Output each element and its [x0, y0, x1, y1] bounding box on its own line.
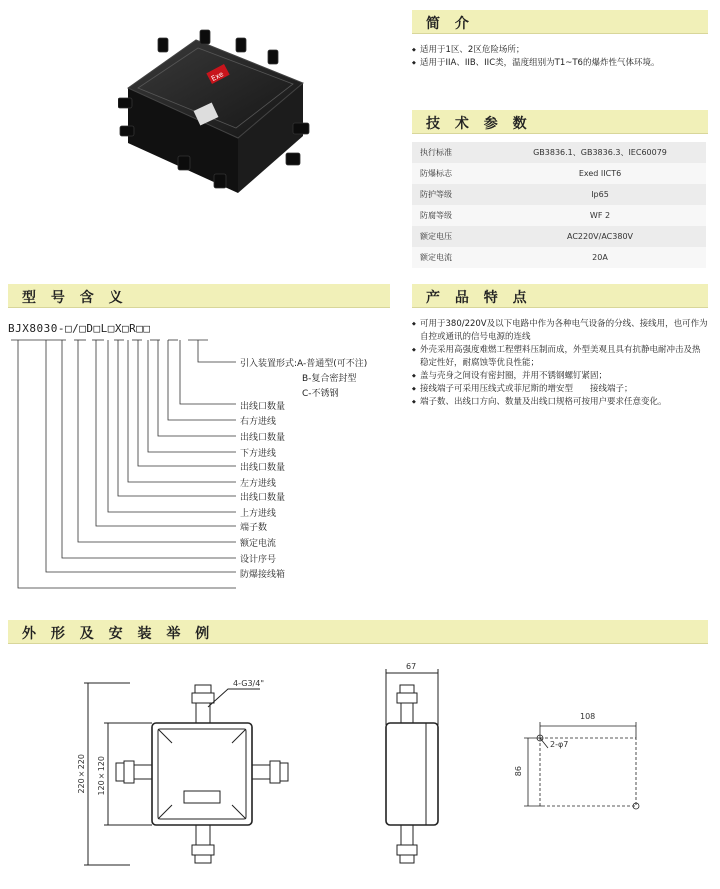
- model-label: 下方进线: [240, 449, 277, 459]
- list-item: ◆ 盖与壳身之间设有密封圈，并用不锈钢螺钉紧固；: [412, 370, 708, 383]
- model-label: 出线口数量: [240, 433, 286, 443]
- list-item: ◆ 接线端子可采用压线式或菲尼斯的增安型 接线端子；: [412, 383, 708, 396]
- spec-value: AC220V/AC380V: [494, 226, 706, 247]
- model-label: 额定电流: [240, 539, 277, 549]
- hole-label: 2-φ7: [550, 740, 569, 749]
- table-row: [412, 247, 706, 268]
- features-header: [412, 284, 708, 308]
- model-label: 出线口数量: [240, 402, 286, 412]
- spec-value: Ip65: [494, 184, 706, 205]
- model-label: 出线口数量: [240, 493, 286, 503]
- table-row: [412, 163, 706, 184]
- spec-value: 20A: [494, 247, 706, 268]
- dim-inner-label: 120×120: [97, 756, 106, 796]
- spec-table: [412, 142, 706, 268]
- mounting-drawing: [520, 720, 650, 820]
- dim-depth-label: 67: [406, 662, 417, 671]
- model-code: BJX8030-□/□D□L□X□R□□: [8, 322, 151, 335]
- install-title: 外 形 及 安 装 举 例: [22, 626, 215, 642]
- list-item: ◆ 适用于IIA、IIB、IIC类，温度组别为T1~T6的爆炸性气体环境。: [412, 57, 708, 70]
- table-row: [412, 184, 706, 205]
- model-label: 上方进线: [240, 509, 277, 519]
- model-label-inlet-b: B-复合密封型: [302, 374, 357, 384]
- front-view-drawing: [80, 665, 290, 880]
- list-item: ◆ 适用于1区、2区危险场所；: [412, 44, 708, 57]
- model-diagram: [8, 306, 390, 604]
- side-view-drawing: [378, 665, 448, 880]
- dim-height-label: 86: [514, 766, 523, 777]
- spec-key: 执行标准: [412, 142, 494, 163]
- spec-value: Exed IICT6: [494, 163, 706, 184]
- table-row: [412, 226, 706, 247]
- dim-width-label: 108: [580, 712, 596, 721]
- features-list: [412, 318, 708, 409]
- model-label: 出线口数量: [240, 463, 286, 473]
- list-item: ◆ 外壳采用高强度难燃工程塑料压制而成，外型美观且具有抗静电耐冲击及热稳定性好，耐腐蚀等优良性能；: [412, 344, 708, 370]
- model-label: 左方进线: [240, 479, 277, 489]
- model-label: 防爆接线箱: [240, 570, 286, 580]
- intro-list: [412, 44, 708, 70]
- list-item: ◆ 端子数、出线口方向、数量及出线口规格可按用户要求任意变化。: [412, 396, 708, 409]
- exe-badge: Exe: [209, 70, 225, 84]
- table-row: [412, 142, 706, 163]
- spec-key: 额定电压: [412, 226, 494, 247]
- thread-label: 4-G3/4": [233, 679, 265, 688]
- spec-key: 防爆标志: [412, 163, 494, 184]
- spec-key: 防护等级: [412, 184, 494, 205]
- model-label: 右方进线: [240, 417, 277, 427]
- model-header: [8, 284, 390, 308]
- spec-key: 额定电流: [412, 247, 494, 268]
- intro-header: [412, 10, 708, 34]
- spec-value: WF 2: [494, 205, 706, 226]
- model-label-inlet: 引入装置形式:A-普通型(可不注): [240, 359, 368, 369]
- list-item: ◆ 可用于380/220V及以下电路中作为各种电气设备的分线、接线用，也可作为自控或通讯的信号电源的连线: [412, 318, 708, 344]
- features-title: 产 品 特 点: [426, 290, 532, 306]
- install-header: [8, 620, 708, 644]
- model-leader-lines: [8, 306, 390, 604]
- specs-title: 技 术 参 数: [426, 116, 532, 132]
- specs-header: [412, 110, 708, 134]
- dim-outer-label: 220×220: [77, 754, 86, 794]
- model-label-inlet-c: C-不锈钢: [302, 389, 339, 399]
- spec-key: 防腐等级: [412, 205, 494, 226]
- product-photo: [118, 28, 318, 198]
- model-label: 端子数: [240, 523, 268, 533]
- spec-value: GB3836.1、GB3836.3、IEC60079: [494, 142, 706, 163]
- model-title: 型 号 含 义: [22, 290, 128, 306]
- table-row: [412, 205, 706, 226]
- model-label: 设计序号: [240, 555, 277, 565]
- intro-title: 简 介: [426, 16, 474, 32]
